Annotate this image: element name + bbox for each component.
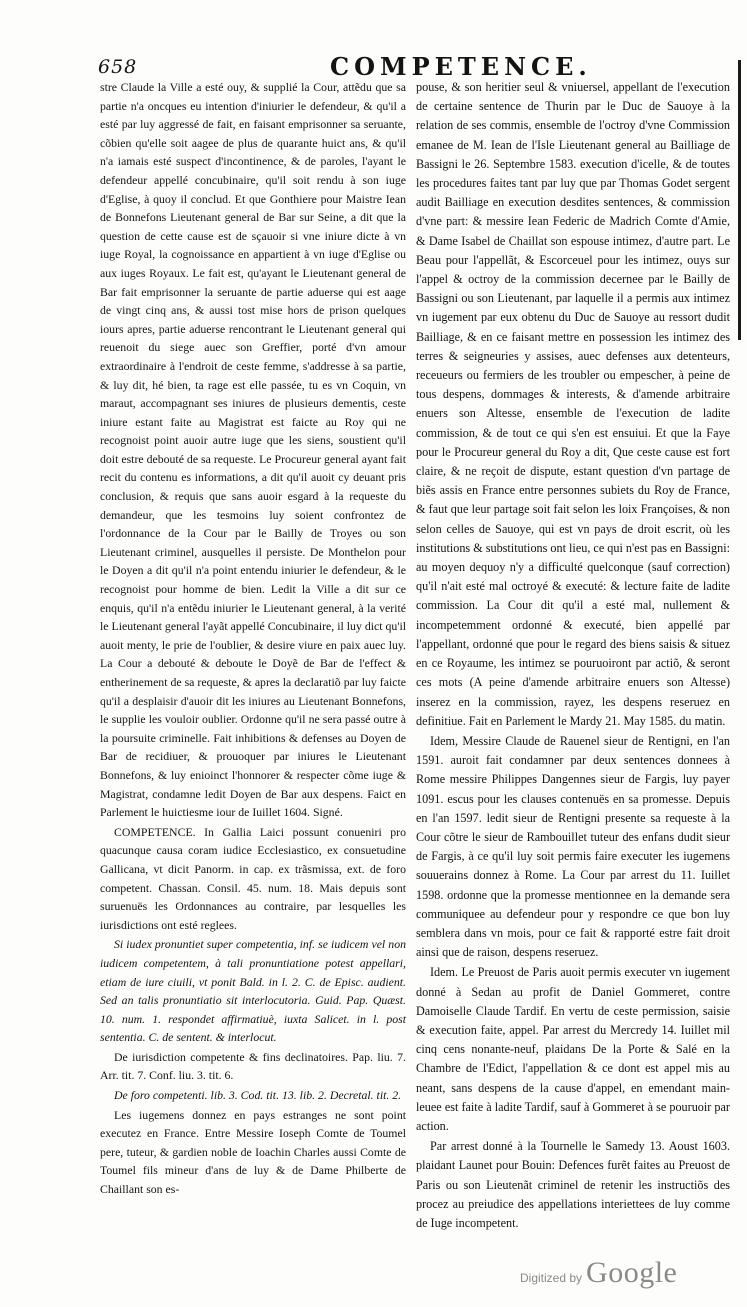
left-column xyxy=(100,78,406,1200)
paragraph: Par arrest donné à la Tournelle le Samedy 13. Aoust 1603. plaidant Launet pour Bouin: Defences furẽt faites au Preuost de Paris ou son Lieutenãt criminel de retenir les instructiõs des procez au preiudice des appellations interiettees de luy comme de Iuge incompetent. xyxy=(416,1139,730,1230)
paragraph: Si iudex pronuntiet super competentia, inf. se iudicem vel non iudicem competentem, à tali pronuntiatione potest appellari, etiam de iure ciuili, vt ponit Bald. in l. 2. C. de Episc. audient. Sed an talis pronuntiatio sit interlocutoria. Guid. Pap. Quæst. 10. num. 1. respondet affirmatiuè, iuxta Salicet. in l. post sententia. C. de sentent. & interlocut. xyxy=(100,937,406,1045)
running-head: COMPETENCE. xyxy=(330,52,592,81)
paragraph: Les iugemens donnez en pays estranges ne sont point executez en France. Entre Messire Ioseph Comte de Toumel pere, tuteur, & gardien noble de Ioachin Charles aussi Comte de Toumel fils mineur d'ans de luy & de Dame Philberte de Chaillant son es- xyxy=(100,1107,406,1197)
paragraph: pouse, & son heritier seul & vniuersel, appellant de l'execution de certaine sentence de Thurin par le Duc de Sauoye à la relation de ses commis, ensemble de l'octroy d'vne Commission emanee de M. Iean de l'Isle Lieutenant general au Bailliage de Bassigni le 26. Septembre 1583. execution d'icelle, & de toutes les procedures faites tant par luy que par Thomas Godet sergent audit Bailliage en execution desdites sentences, & commission d'vne part: & messire Iean Federic de Madrich Comte d'Amie, & Dame Isabel de Chaillat son espouse intimez, d'autre part. Le Beau pour l'appellãt, & Escorceuel pour les intimez, ouys sur l'appel & octroy de la commission decernee par le Bailly de Bassigni ou son Lieutenant, par laquelle il a permis aux intimez vn iugement par eux obtenu du Duc de Sauoye au ressort dudit Bailliage, & en ce faisant mettre en possession les intimez des terres & seigneuries y assises, auec defenses aux detenteurs, receueurs ou fermiers de les troubler ou empescher, à peine de tous despens, dommages & interests, & d'amende arbitraire enuers son Altesse, ensemble de l'execution de ladite commission, & de tout ce qui s'en est ensuiui. Et que la Faye pour le Procureur general du Roy a dit, Que ceste cause est fort claire, & ne reçoit de dispute, estant question d'vn partage de biẽs assis en France entre personnes subiets du Roy de France, & faut que leur partage soit fait selon les loix Françoises, & non selon celles de Sauoye, qui est vn pays de droit escrit, où les institutions & substitutions ont lieu, ce qui n'est pas en Bassigni: au moyen dequoy n'y a difficulté quelconque (sauf correction) qu'il n'ait esté mal octroyé & executé: & lecture faite de ladite commission. La Cour dit qu'il a esté mal, nullement & incompetemment ordonné & executé, bien appellé par l'appellant, ordonné que pour le regard des biens saisis & situez en ce Royaume, les intimez se pouruoiront par actiõ, & seront ces mots (A peine d'amende arbitraire enuers son Altesse) inserez en la commission, rayez, les despens reseruez en definitiue. Fait en Parlement le Mardy 21. May 1585. du matin. xyxy=(416,80,730,728)
page-number: 658 xyxy=(98,56,138,78)
digitized-by-watermark xyxy=(520,1256,677,1290)
paragraph: stre Claude la Ville a esté ouy, & supplié la Cour, attẽdu que sa partie n'a oncques eu intention d'iniurier le defendeur, & qu'il a esté par luy aggressé de fait, en faisant emprisonner sa seruante, cõbien qu'elle soit aagee de plus de quarante huict ans, & qu'il n'a iamais esté suspect d'incontinence, & de paroles, l'ayant le defendeur appellé concubinaire, qu'il soit rendu à son iuge d'Eglise, à quoy il conclud. Et que Gonthiere pour Maistre Iean de Bonnefons Lieutenant general de Bar sur Seine, a dit que la question de cette cause est de sçauoir si vne iniure dicte à vn iuge Royal, la cognoissance en appartient à vn iuge d'Eglise ou aux iuges Royaux. Le fait est, qu'ayant le Lieutenant general de Bar fait emprisonner la seruante de partie aduerse qui est aage de vingt cinq ans, & aussi tost mise hors de prison quelques iours apres, partie aduerse rencontrant le Lieutenant general qui reuenoit du siege auec son Greffier, porté d'vn amour extraordinaire à l'endroit de ceste femme, s'addresse à sa partie, & luy dit, hé bien, ta rage est elle passée, tu es vn Coquin, vn maraut, accompagnant ses iniures de plusieurs dementis, ceste iniure estant faite au Magistrat est faicte au Roy qui ne recognoist point auoir autre iuge que les siens, soustient qu'il doit estre debouté de sa requeste. Le Procureur general ayant fait recit du contenu es informations, a dit qu'il auoit cy deuant pris conclusion, & requis que sans auoir esgard à la requeste du demandeur, que les tesmoins luy soient confrontez de l'ordonnance de la Cour par le Bailly de Troyes ou son Lieutenant criminel, ausquelles il persiste. De Monthelon pour le Doyen a dit qu'il n'a point entendu iniurier le defendeur, & le recognoist pour homme de bien. Ledit la Ville a dit sur ce enquis, qu'il n'a entẽdu iniurier le Lieutenant general, à la verité le Lieutenant general l'ayãt appellé Concubinaire, il luy dict qu'il auoit menty, le prie de l'oublier, & desire viure en paix auec luy. La Cour a debouté & deboute le Doyẽ de Bar de l'effect & entherinement de sa requeste, & apres la declaratiõ par luy faicte qu'il a desplaisir d'auoir dit les iniures au Lieutenant Bonnefons, le supplie les vouloir oublier. Ordonne qu'il ne sera passé outre à la poursuite criminelle. Fait inhibitions & defenses au Doyen de Bar de recidiuer, & prouoquer par iniures le Lieutenant Bonnefons, & luy enioinct l'honnorer & respecter cõme iuge & Magistrat, condamne ledit Doyen de Bar aux despens. Faict en Parlement le huictiesme iour de Iuillet 1604. Signé. xyxy=(100,80,406,820)
paragraph: COMPETENCE. In Gallia Laici possunt conueniri pro quacunque causa coram iudice Ecclesiastico, ex consuetudine Gallicana, vt dicit Panorm. in cap. ex trãsmissa, ext. de foro competent. Chassan. Consil. 45. num. 18. Mais depuis sont suruenuës les Ordonnances au contraire, par lesquelles les iurisdictions ont esté reglees. xyxy=(100,824,406,932)
scan-edge-rule xyxy=(738,60,741,340)
watermark-prefix: Digitized by xyxy=(520,1271,583,1285)
paragraph: Idem. Le Preuost de Paris auoit permis executer vn iugement donné à Sedan au profit de Daniel Gommeret, contre Damoiselle Claude Tardif. En vertu de ceste permission, saisie & execution faite, appel. Par arrest du Mercredy 14. Iuillet mil cinq cens nonante-neuf, plaidans De la Porte & Salé en la Chambre de l'Edict, l'appellation & ce dont est appel mis au neant, sans despens de la cause d'appel, en emendant main-leuee est faite à ladite Tardif, sauf à Gommeret à se pouruoir par action. xyxy=(416,965,730,1133)
watermark-brand: Google xyxy=(586,1256,678,1289)
right-column xyxy=(416,78,730,1234)
paragraph: Idem, Messire Claude de Rauenel sieur de Rentigni, en l'an 1591. auroit fait condamner par deux sentences donnees à Rome messire Philippes Dangennes sieur de Fargis, luy payer 1091. escus pour les clauses contenuës en sa promesse. Depuis en l'an 1597. ledit sieur de Rentigni presente sa requeste à la Cour cõtre le sieur de Rambouillet tuteur des enfans dudit sieur de Fargis, à ce qu'il luy soit permis faire executer les iugemens souuerains donnez à Rome. La Cour par arrest du 11. Iuillet 1598. ordonne que la promesse mentionnee en la demande sera communiquee au defendeur pour y respondre ce que bon luy semblera dans vn mois, pour ce fait & rapporté estre fait droit ainsi que de raison, despens reseruez. xyxy=(416,733,730,960)
paragraph: De foro competenti. lib. 3. Cod. tit. 13. lib. 2. Decretal. tit. 2. xyxy=(114,1088,402,1103)
paragraph: De iurisdiction competente & fins declinatoires. Pap. liu. 7. Arr. tit. 7. Conf. liu. 3. tit. 6. xyxy=(100,1049,406,1083)
